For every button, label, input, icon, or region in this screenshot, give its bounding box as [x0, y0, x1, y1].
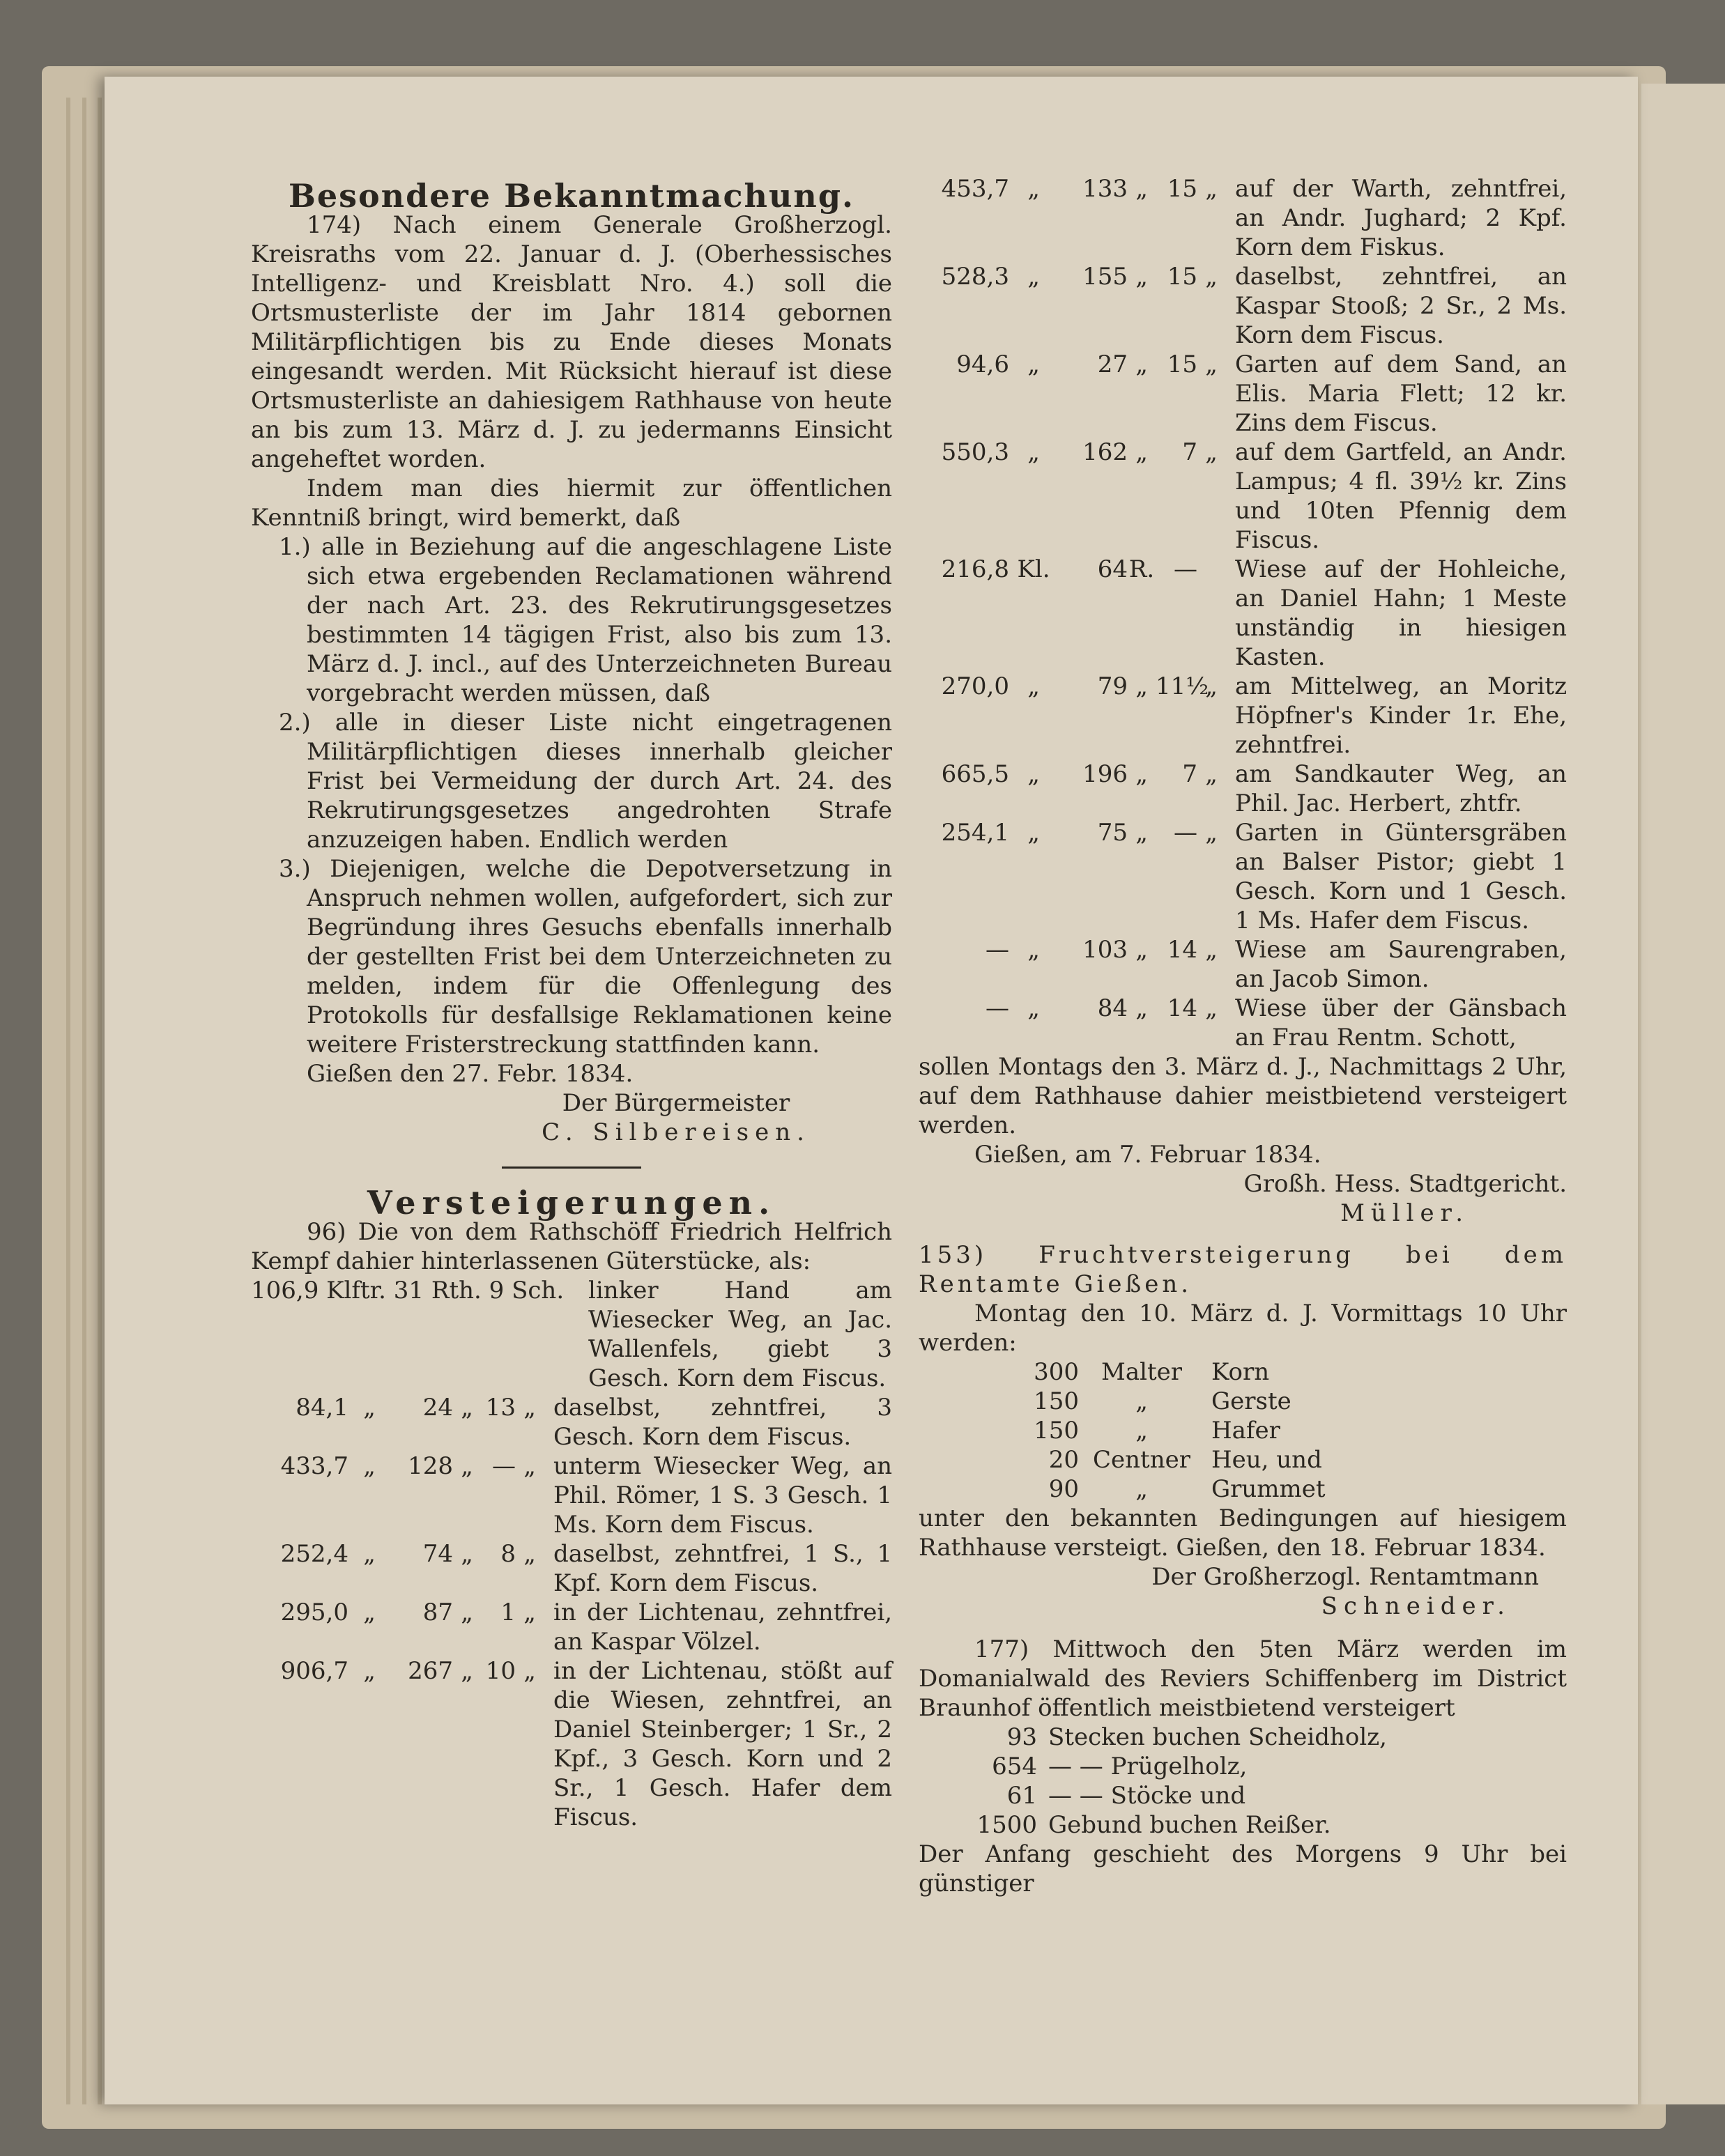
table-row: [919, 994, 1567, 1052]
parcel-klafter: 295,0: [280, 1599, 348, 1626]
ditto-mark: „: [363, 1452, 376, 1480]
parcel-klafter: 906,7: [280, 1657, 348, 1685]
table-row: [919, 262, 1567, 350]
ditto-mark: „: [1205, 936, 1218, 964]
notice-paragraph: Indem man dies hiermit zur öffentlichen Kenntniß bringt, wird bemerkt, daß: [251, 475, 892, 532]
table-row: [919, 555, 1567, 672]
wood-type: — — Prügelholz,: [1048, 1753, 1248, 1780]
table-row: [919, 672, 1567, 760]
parcel-description: Garten auf dem Sand, an Elis. Maria Flett; 12 kr. Zins dem Fiscus.: [1235, 351, 1567, 437]
list-item: [919, 1445, 1567, 1474]
list-item: [919, 1357, 1567, 1387]
parcel-description: daselbst, zehntfrei, 1 S., 1 Kpf. Korn dem Fiscus.: [553, 1540, 892, 1597]
holz-intro: 177) Mittwoch den 5ten März werden im Domanialwald des Reviers Schiffenberg im District Braunhof öffentlich meistbietend versteigert: [919, 1635, 1567, 1722]
parcel-size: 106,9 Klftr. 31 Rth. 9 Sch.: [251, 1277, 565, 1304]
parcel-klafter: 252,4: [280, 1540, 348, 1568]
table-row: [251, 1276, 892, 1393]
notice-list-item: 1.) alle in Beziehung auf die angeschlagene Liste sich etwa ergebenden Reclamationen während der nach Art. 23. des Rekrutirungsgesetzes bestimmten 14 tägigen Frist, also bis zum 13. März d. J. incl., auf des Unterzeichneten Bureau vorgebracht werden müssen, daß: [279, 533, 892, 707]
parcel-ruthen: 162: [1082, 438, 1128, 466]
ditto-mark: „: [1205, 438, 1218, 466]
parcel-ruthen: 24: [422, 1394, 453, 1422]
parcel-ruthen: 79: [1097, 672, 1128, 700]
parcel-ruthen: 128: [408, 1452, 453, 1480]
parcel-schuh: 14: [1167, 936, 1197, 964]
parcel-klafter: 550,3: [941, 438, 1009, 466]
table-row: [919, 350, 1567, 438]
parcel-description: daselbst, zehntfrei, 3 Gesch. Korn dem Fiscus.: [553, 1394, 892, 1451]
commodity: Hafer: [1211, 1417, 1280, 1445]
section-divider: [502, 1166, 641, 1169]
next-page-edge: [1641, 84, 1725, 2104]
ditto-mark: „: [363, 1657, 376, 1685]
holz-outro: Der Anfang geschieht des Morgens 9 Uhr bei günstiger: [919, 1840, 1567, 1897]
ditto-mark: „: [461, 1599, 473, 1626]
commodity: Grummet: [1211, 1475, 1326, 1503]
list-item: [919, 1781, 1567, 1810]
rentamt-name: Schneider.: [1321, 1592, 1511, 1620]
notice-paragraph: 174) Nach einem Generale Großherzogl. Kreisraths vom 22. Januar d. J. (Oberhessisches Intelligenz- und Kreisblatt Nro. 4.) soll die Ortsmusterliste der im Jahr 1814 gebornen Militärpflichtigen bis zu Ende dieses Monats eingesandt werden. Mit Rücksicht hierauf ist diese Ortsmusterliste an dahiesigem Rathhause von heute an bis zum 13. März d. J. zu jedermanns Einsicht angeheftet worden.: [251, 211, 892, 473]
parcel-description: Wiese am Saurengraben, an Jacob Simon.: [1235, 936, 1567, 993]
list-item: [919, 1387, 1567, 1416]
page-edge: [66, 98, 70, 2104]
parcel-ruthen: 84: [1097, 994, 1128, 1022]
unit: „: [1135, 1387, 1148, 1415]
unit: „: [1135, 1417, 1148, 1445]
parcel-schuh: 15: [1167, 175, 1197, 203]
notice-list-item: 2.) alle in dieser Liste nicht eingetragenen Militärpflichtigen dieses innerhalb gleicher Frist bei Vermeidung der durch Art. 24. des Rekrutirungsgesetzes angedrohten Strafe anzuzeigen haben. Endlich werden: [279, 709, 892, 854]
parcel-schuh: —: [492, 1452, 516, 1480]
auction-intro: 96) Die von dem Rathschöff Friedrich Helfrich Kempf dahier hinterlassenen Güterstücke, als:: [251, 1218, 892, 1275]
parcel-klafter: 270,0: [941, 672, 1009, 700]
unit: Malter: [1101, 1358, 1182, 1386]
parcel-description: in der Lichtenau, zehntfrei, an Kaspar Völzel.: [553, 1599, 892, 1656]
parcel-klafter: 94,6: [956, 351, 1009, 378]
ditto-mark: „: [1027, 175, 1040, 203]
parcel-ruthen: 196: [1082, 760, 1128, 788]
parcel-klafter: —: [986, 936, 1009, 964]
parcel-ruthen: 133: [1082, 175, 1128, 203]
ditto-mark: „: [1135, 672, 1148, 700]
ditto-mark: „: [1135, 819, 1148, 847]
quantity: 654: [992, 1753, 1037, 1780]
parcel-schuh: 1: [500, 1599, 516, 1626]
parcel-schuh: 15: [1167, 263, 1197, 291]
unit: „: [1135, 1475, 1148, 1503]
parcel-ruthen: 27: [1097, 351, 1128, 378]
table-row: [251, 1539, 892, 1598]
court-name: Großh. Hess. Stadtgericht.: [1243, 1170, 1567, 1198]
newspaper-page: [105, 77, 1638, 2104]
parcel-klafter: —: [986, 994, 1009, 1022]
ditto-mark: „: [1027, 672, 1040, 700]
parcel-description: daselbst, zehntfrei, an Kaspar Stooß; 2 Sr., 2 Ms. Korn dem Fiscus.: [1235, 263, 1567, 349]
list-item: [919, 1723, 1567, 1752]
parcel-ruthen: 87: [422, 1599, 453, 1626]
frucht-intro: Montag den 10. März d. J. Vormittags 10 Uhr werden:: [919, 1300, 1567, 1357]
quantity: 150: [1034, 1387, 1079, 1415]
parcel-schuh: 7: [1182, 760, 1197, 788]
quantity: 150: [1034, 1417, 1079, 1445]
signer-name: C. Silbereisen.: [542, 1118, 811, 1146]
ditto-mark: „: [1205, 263, 1218, 291]
notice-list-item: 3.) Diejenigen, welche die Depotversetzung in Anspruch nehmen wollen, aufgefordert, sich zur Begründung ihres Gesuchs ebenfalls innerhalb der gestellten Frist bei dem Unterzeichneten zu melden, indem für die Offenlegung des Protokolls für desfallsige Reklamationen keine weitere Fristerstreckung stattfinden kann.: [279, 855, 892, 1058]
table-row: [251, 1393, 892, 1452]
parcel-schuh: 7: [1182, 438, 1197, 466]
parcel-schuh: —: [1174, 819, 1197, 847]
ditto-mark: „: [363, 1599, 376, 1626]
parcel-description: unterm Wiesecker Weg, an Phil. Römer, 1 S. 3 Gesch. 1 Ms. Korn dem Fiscus.: [553, 1452, 892, 1539]
parcel-schuh: —: [1174, 555, 1197, 583]
auction-closing: sollen Montags den 3. März d. J., Nachmittags 2 Uhr, auf dem Rathhause dahier meistbietend versteigert werden.: [919, 1053, 1567, 1139]
table-row: [919, 935, 1567, 994]
ditto-mark: „: [1027, 351, 1040, 378]
ditto-mark: „: [1135, 263, 1148, 291]
parcel-ruthen: 64: [1097, 555, 1128, 583]
wood-type: Gebund buchen Reißer.: [1048, 1811, 1331, 1839]
ditto-mark: R.: [1128, 555, 1155, 583]
parcel-klafter: 665,5: [941, 760, 1009, 788]
quantity: 61: [1006, 1782, 1037, 1810]
signer-title: Der Bürgermeister: [562, 1089, 790, 1117]
section-heading-bekanntmachung: Besondere Bekanntmachung.: [288, 177, 855, 215]
parcel-ruthen: 74: [422, 1540, 453, 1568]
parcel-description: Garten in Güntersgräben an Balser Pistor; giebt 1 Gesch. Korn und 1 Gesch. 1 Ms. Hafer dem Fiscus.: [1235, 819, 1567, 934]
quantity: 20: [1048, 1446, 1079, 1474]
ditto-mark: „: [1135, 760, 1148, 788]
ditto-mark: „: [523, 1657, 536, 1685]
rentamt-office: Der Großherzogl. Rentamtmann: [1151, 1563, 1539, 1591]
table-row: [251, 1452, 892, 1539]
left-column: [251, 177, 892, 1832]
ditto-mark: [1197, 555, 1225, 672]
section-heading-versteigerungen: Versteigerungen.: [367, 1184, 776, 1222]
ditto-mark: „: [1027, 760, 1040, 788]
ditto-mark: „: [1135, 936, 1148, 964]
ditto-mark: „: [1135, 438, 1148, 466]
ditto-mark: „: [1027, 263, 1040, 291]
parcel-description: auf der Warth, zehntfrei, an Andr. Jughard; 2 Kpf. Korn dem Fiskus.: [1235, 175, 1567, 261]
table-row: [251, 1598, 892, 1656]
parcel-description: Wiese auf der Hohleiche, an Daniel Hahn; 1 Meste unständig in hiesigen Kasten.: [1235, 555, 1567, 671]
list-item: [919, 1810, 1567, 1840]
list-item: [919, 1474, 1567, 1504]
table-row: [919, 760, 1567, 818]
parcel-klafter: 528,3: [941, 263, 1009, 291]
table-row: [919, 438, 1567, 555]
table-row: [251, 1656, 892, 1832]
ditto-mark: „: [363, 1394, 376, 1422]
ditto-mark: „: [1027, 438, 1040, 466]
commodity: Gerste: [1211, 1387, 1291, 1415]
parcel-klafter: 84,1: [296, 1394, 348, 1422]
parcel-schuh: 8: [500, 1540, 516, 1568]
parcel-schuh: 11½: [1156, 672, 1209, 700]
frucht-outro: unter den bekannten Bedingungen auf hiesigem Rathhause versteigt. Gießen, den 18. Februar 1834.: [919, 1504, 1567, 1562]
quantity: 90: [1048, 1475, 1079, 1503]
page-edge: [82, 98, 86, 2104]
ditto-mark: „: [1135, 351, 1148, 378]
list-item: [919, 1752, 1567, 1781]
quantity: 93: [1006, 1723, 1037, 1751]
notice-date: Gießen den 27. Febr. 1834.: [307, 1060, 634, 1088]
ditto-mark: „: [1205, 994, 1218, 1022]
parcel-ruthen: 75: [1097, 819, 1128, 847]
parcel-klafter: 216,8: [941, 555, 1009, 583]
parcel-klafter: 433,7: [280, 1452, 348, 1480]
ditto-mark: „: [363, 1540, 376, 1568]
table-row: [919, 818, 1567, 935]
page-edge: [98, 98, 102, 2104]
frucht-heading: 153) Fruchtversteigerung bei dem Rentamte Gießen.: [919, 1241, 1567, 1298]
parcel-ruthen: 103: [1082, 936, 1128, 964]
ditto-mark: „: [1135, 175, 1148, 203]
parcel-description: auf dem Gartfeld, an Andr. Lampus; 4 fl. 39½ kr. Zins und 10ten Pfennig dem Fiscus.: [1235, 438, 1567, 554]
ditto-mark: „: [461, 1394, 473, 1422]
ditto-mark: „: [1205, 672, 1218, 700]
parcel-schuh: 14: [1167, 994, 1197, 1022]
parcel-schuh: 10: [485, 1657, 516, 1685]
quantity: 1500: [976, 1811, 1037, 1839]
table-row: [919, 174, 1567, 262]
wood-type: Stecken buchen Scheidholz,: [1048, 1723, 1387, 1751]
ditto-mark: „: [1205, 819, 1218, 847]
ditto-mark: „: [461, 1540, 473, 1568]
parcel-ruthen: 155: [1082, 263, 1128, 291]
parcel-klafter: 254,1: [941, 819, 1009, 847]
ditto-mark: „: [1205, 760, 1218, 788]
commodity: Heu, und: [1211, 1446, 1322, 1474]
parcel-description: am Mittelweg, an Moritz Höpfner's Kinder 1r. Ehe, zehntfrei.: [1235, 672, 1567, 759]
ditto-mark: „: [523, 1599, 536, 1626]
ditto-mark: „: [461, 1452, 473, 1480]
ditto-mark: Kl.: [1017, 555, 1050, 583]
parcel-klafter: 453,7: [941, 175, 1009, 203]
ditto-mark: „: [1205, 351, 1218, 378]
ditto-mark: „: [523, 1540, 536, 1568]
ditto-mark: „: [523, 1394, 536, 1422]
ditto-mark: „: [1205, 175, 1218, 203]
parcel-description: linker Hand am Wiesecker Weg, an Jac. Wallenfels, giebt 3 Gesch. Korn dem Fiscus.: [588, 1277, 892, 1392]
parcel-description: am Sandkauter Weg, an Phil. Jac. Herbert, zhtfr.: [1235, 760, 1567, 817]
parcel-schuh: 13: [485, 1394, 516, 1422]
ditto-mark: „: [1027, 819, 1040, 847]
unit: Centner: [1093, 1446, 1190, 1474]
ditto-mark: „: [1027, 936, 1040, 964]
commodity: Korn: [1211, 1358, 1270, 1386]
parcel-description: in der Lichtenau, stößt auf die Wiesen, zehntfrei, an Daniel Steinberger; 1 Sr., 2 Kpf., 3 Gesch. Korn und 2 Sr., 1 Gesch. Hafer dem Fiscus.: [553, 1657, 892, 1831]
wood-type: — — Stöcke und: [1048, 1782, 1246, 1810]
list-item: [919, 1416, 1567, 1445]
ditto-mark: „: [1027, 994, 1040, 1022]
ditto-mark: „: [523, 1452, 536, 1480]
court-signer: Müller.: [1340, 1199, 1469, 1227]
parcel-description: Wiese über der Gänsbach an Frau Rentm. Schott,: [1235, 994, 1567, 1052]
auction-date: Gießen, am 7. Februar 1834.: [974, 1141, 1321, 1169]
parcel-schuh: 15: [1167, 351, 1197, 378]
right-column: [919, 174, 1567, 1898]
parcel-ruthen: 267: [408, 1657, 453, 1685]
quantity: 300: [1034, 1358, 1079, 1386]
ditto-mark: „: [1135, 994, 1148, 1022]
ditto-mark: „: [461, 1657, 473, 1685]
